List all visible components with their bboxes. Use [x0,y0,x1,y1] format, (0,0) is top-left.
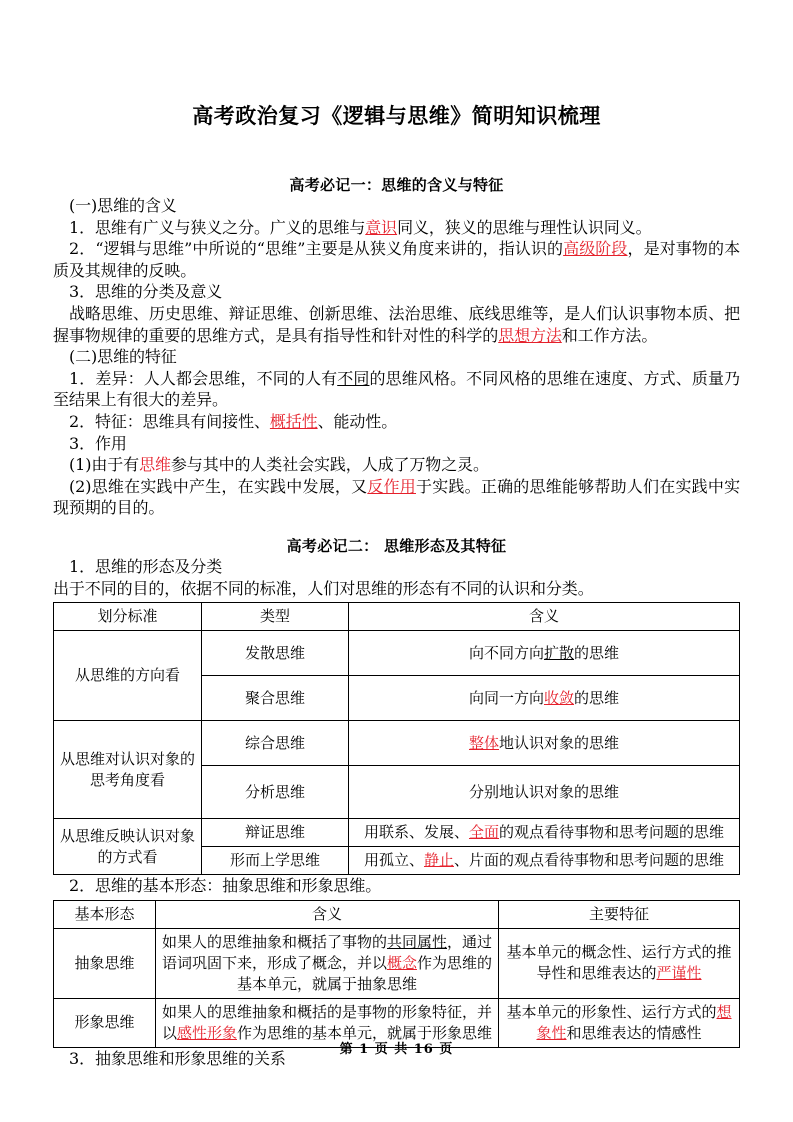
table1-header-type: 类型 [202,603,349,631]
sec1-p4-text-a: 战略思维、历史思维、辩证思维、创新思维、法治思维、底线思维等，是人们认识事物本质、把握事物规律的重要的思维方式，是具有指导性和针对性的科学的 [53,303,740,345]
meaning-text-a: 分别地认识对象的思维 [468,782,619,801]
table2-form-2: 形象思维 [54,998,156,1047]
sec1-p2-text-b: ，是对事物的本质及其规律的反映。 [53,239,740,280]
sec1-paragraph-4 [53,303,740,346]
meaning-keyword: 收敛 [543,688,574,707]
sec1-p9-keyword: 反作用 [367,476,416,496]
table2-header-form: 基本形态 [54,900,156,928]
sec1-paragraph-2 [53,238,740,281]
thinking-forms-classification-table [53,602,740,875]
table-header-row [54,900,740,928]
sec1-p5-text-a: 1．差异：人人都会思维，不同的人有 [69,368,338,388]
table1-type-2-2: 分析思维 [202,766,349,819]
sec1-sub2-label: (二)思维的特征 [69,347,177,367]
sec2-paragraph-1: 1．思维的形态及分类 [69,556,223,576]
table1-meaning-2-1 [349,721,740,766]
sec1-p8-text-a: (1)由于有 [69,455,140,475]
table2-header-feature: 主要特征 [499,900,740,928]
table1-type-3-2: 形而上学思维 [202,847,349,875]
sec1-paragraph-9 [53,476,740,519]
sec1-paragraph-7: 3．作用 [69,433,127,453]
sec1-p6-text-a: 2．特征：思维具有间接性、 [69,411,270,431]
table1-meaning-2-2 [349,766,740,819]
table1-meaning-3-2 [349,847,740,875]
sec1-p1-keyword: 意识 [365,217,398,237]
feature-text-a: 基本单元的概念性、运行方式的推导性和思维表达的 [506,943,732,983]
table-row [54,819,740,847]
sec1-p5-keyword: 不同 [337,368,370,388]
sec2-paragraph-4: 3．抽象思维和形象思维的关系 [69,1048,286,1068]
sec1-p9-text-b: 于实践。正确的思维能够帮助人们在实践中实现预期的目的。 [53,476,740,518]
meaning-text-a: 如果人的思维抽象和概括的是事物的形象特征，并以 [161,1002,492,1042]
meaning-keyword-2: 概念 [386,953,417,972]
meaning-text-b: 作为思维的基本单元，就属于抽象思维 [236,953,493,993]
table1-meaning-1-1 [349,631,740,676]
table2-header-meaning: 含义 [156,900,499,928]
basic-thinking-forms-table [53,900,740,1048]
sec1-p4-text-b: 和工作方法。 [561,325,658,345]
sec1-sub1-label: (一)思维的含义 [69,196,177,215]
sec1-p1-text-a: 1．思维有广义与狭义之分。广义的思维与 [69,217,366,237]
table1-meaning-3-1 [349,819,740,847]
table1-standard-2: 从思维对认识对象的思考角度看 [54,721,202,819]
feature-keyword: 想象性 [536,1002,732,1042]
meaning-text-a: 向同一方向 [468,688,544,707]
sec1-paragraph-3: 3．思维的分类及意义 [69,282,223,302]
sec1-p8-text-b: 参与其中的人类社会实践，人成了万物之灵。 [170,455,489,475]
feature-text-a: 基本单元的形象性、运行方式的 [506,1002,717,1021]
table1-type-1-1: 发散思维 [202,631,349,676]
meaning-keyword-1: 感性形象 [176,1023,237,1042]
sec1-p4-keyword: 思想方法 [498,325,562,345]
sec1-p2-keyword: 高级阶段 [563,239,628,259]
table-row [54,721,740,766]
table1-header-standard: 划分标准 [54,603,202,631]
meaning-text-a: 如果人的思维抽象和概括了事物的 [161,932,387,951]
table1-meaning-1-2 [349,676,740,721]
table1-type-2-1: 综合思维 [202,721,349,766]
table2-form-1: 抽象思维 [54,928,156,998]
meaning-text-a: 用孤立、 [363,851,424,870]
table2-feature-1 [499,928,740,998]
sec1-paragraph-8 [53,454,740,476]
meaning-keyword-1: 共同属性 [386,932,447,951]
section-heading-two: 高考必记二： 思维形态及其特征 [286,536,507,555]
meaning-text-mid: ，通过语词巩固下来，形成了概念，并以 [161,932,493,972]
meaning-text-b: 地认识对象的思维 [499,733,620,752]
sec1-p5-text-b: 的思维风格。不同风格的思维在速度、方式、质量乃至结果上有很大的差异。 [53,368,740,410]
meaning-text-b: 、片面的观点看待事物和思考问题的思维 [454,851,725,870]
sec1-p1-text-b: 同义，狭义的思维与理性认识同义。 [397,217,652,237]
meaning-text-b: 的思维 [574,688,620,707]
page-footer: 第 1 页 共 16 页 [339,1042,454,1057]
meaning-keyword: 整体 [468,733,499,752]
meaning-keyword: 静止 [423,851,454,870]
table1-type-1-2: 聚合思维 [202,676,349,721]
section-heading-one: 高考必记一：思维的含义与特征 [289,176,504,194]
table-header-row [54,603,740,631]
feature-text-b: 和思维表达的情感性 [566,1023,702,1042]
table-row [54,928,740,998]
meaning-keyword: 全面 [468,823,499,842]
sec1-p9-text-a: (2)思维在实践中产生，在实践中发展，又 [69,476,368,496]
page-title: 高考政治复习《逻辑与思维》简明知识梳理 [192,103,601,128]
sec1-paragraph-5 [53,368,740,411]
table1-header-meaning: 含义 [349,603,740,631]
sec1-paragraph-1 [53,217,740,239]
meaning-text-b: 的思维 [574,643,620,662]
sec1-p2-text-a: 2．“逻辑与思维”中所说的“思维”主要是从狭义角度来讲的，指认识的 [69,239,564,259]
table1-standard-1: 从思维的方向看 [54,631,202,721]
sec1-p6-keyword: 概括性 [269,411,318,431]
meaning-text-a: 用联系、发展、 [363,823,469,842]
meaning-text-a: 向不同方向 [468,643,544,662]
table1-standard-3: 从思维反映认识对象的方式看 [54,819,202,875]
sec2-paragraph-2: 出于不同的目的，依据不同的标准，人们对思维的形态有不同的认识和分类。 [53,578,594,598]
feature-keyword: 严谨性 [656,964,702,983]
meaning-keyword: 扩散 [543,643,574,662]
sec1-p8-keyword: 思维 [139,455,171,475]
meaning-text-b: 的观点看待事物和思考问题的思维 [499,823,725,842]
table-row [54,631,740,676]
sec2-paragraph-3: 2．思维的基本形态：抽象思维和形象思维。 [69,876,382,896]
sec1-paragraph-6 [53,411,740,433]
table2-meaning-1 [156,928,499,998]
meaning-text-b: 作为思维的基本单元，就属于形象思维 [237,1023,493,1042]
table1-type-3-1: 辩证思维 [202,819,349,847]
sec1-p6-text-b: 、能动性。 [317,411,398,431]
